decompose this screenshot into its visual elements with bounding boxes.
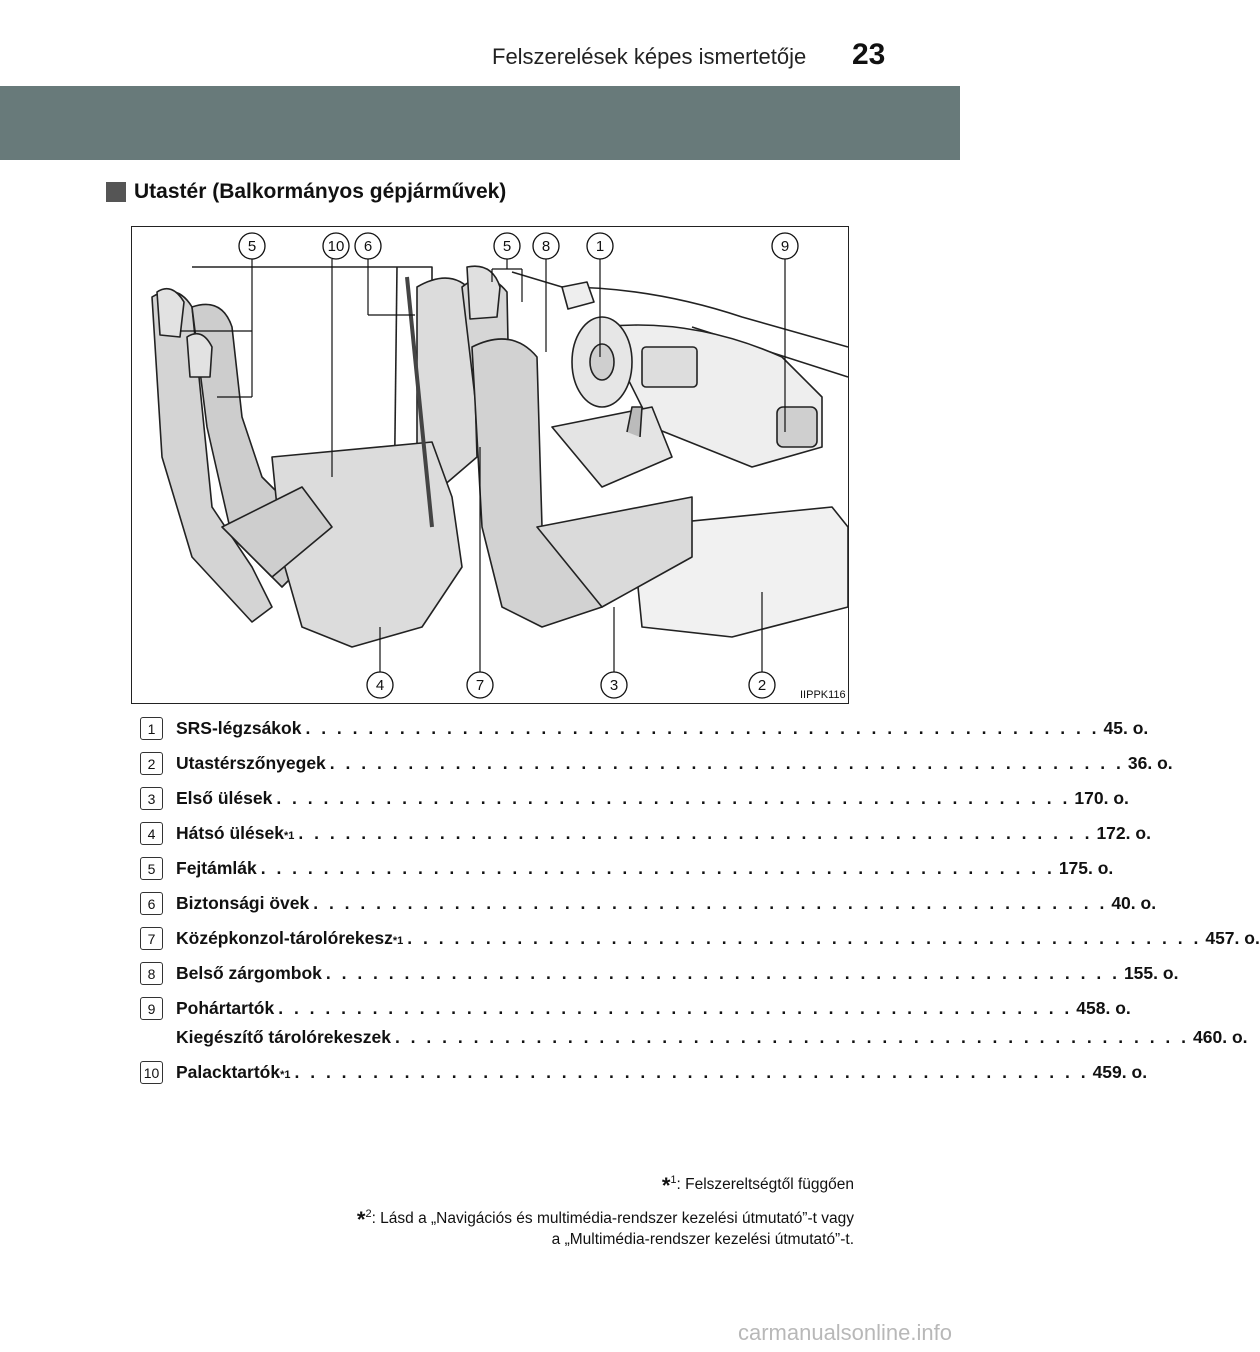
reference-list xyxy=(140,712,1260,1091)
list-item: 9 Pohártartók . . . . . . . . . . . . . . . . . . . . . . . . . . . . . . . . . . . . . . . . . . . . . . . . . . . 458. o. xyxy=(140,992,820,1027)
svg-text:3: 3 xyxy=(609,677,619,694)
callout-top-5b xyxy=(494,233,520,259)
item-page[interactable]: 45. o. xyxy=(1103,718,1149,738)
svg-text:6: 6 xyxy=(363,238,373,255)
item-footnote-mark: *1 xyxy=(392,935,404,947)
item-number: 8 xyxy=(140,962,163,985)
footnote-1: *$^1$: Felszereltségtől függően xyxy=(661,1173,854,1199)
item-label: Pohártartók xyxy=(176,998,275,1018)
svg-text:10: 10 xyxy=(327,238,345,255)
item-page[interactable]: 40. o. xyxy=(1111,893,1157,913)
footnote-2: *$^2$: Lásd a „Navigációs és multimédia-rendszer kezelési útmutató”-t vagy a „Multimédia-rendszer kezelési útmutató”-t. xyxy=(356,1207,854,1249)
item-label: Fejtámlák xyxy=(176,858,257,878)
interior-illustration xyxy=(131,226,849,704)
list-item: 3 Első ülések . . . . . . . . . . . . . . . . . . . . . . . . . . . . . . . . . . . . . . . . . . . . . . . . . . . 170. o. xyxy=(140,782,820,817)
page-number: 23 xyxy=(852,38,886,71)
list-item: 2 Utastérszőnyegek . . . . . . . . . . . . . . . . . . . . . . . . . . . . . . . . . . . . . . . . . . . . . . . . . . . 36. o. xyxy=(140,747,820,782)
item-label: Palacktartók xyxy=(176,1062,281,1082)
callout-bottom-2 xyxy=(749,672,775,698)
item-label: Első ülések xyxy=(176,788,273,808)
item-page[interactable]: 457. o. xyxy=(1205,928,1260,948)
list-item: 8 Belső zárgombok . . . . . . . . . . . . . . . . . . . . . . . . . . . . . . . . . . . . . . . . . . . . . . . . . . . 155. o. xyxy=(140,957,820,992)
page-header-title: Felszerelések képes ismertetője xyxy=(492,44,807,69)
watermark: carmanualsonline.info xyxy=(737,1320,952,1345)
svg-text:8: 8 xyxy=(541,238,551,255)
item-footnote-mark: *1 xyxy=(280,1069,291,1081)
item-label: Belső zárgombok xyxy=(176,963,322,983)
section-heading xyxy=(106,180,506,204)
footnotes xyxy=(357,1170,854,1258)
item-label: Utastérszőnyegek xyxy=(176,753,326,773)
svg-text:1: 1 xyxy=(595,238,605,255)
item-number: 1 xyxy=(140,717,163,740)
svg-text:2: 2 xyxy=(757,677,767,694)
callout-top-10 xyxy=(323,233,349,259)
item-number: 9 xyxy=(140,997,163,1020)
list-item: Kiegészítő tárolórekeszek . . . . . . . . . . . . . . . . . . . . . . . . . . . . . . . . . . . . . . . . . . . . . . . . . . . 460. o. xyxy=(176,1027,1248,1047)
list-item: 1 SRS-légzsákok . . . . . . . . . . . . . . . . . . . . . . . . . . . . . . . . . . . . . . . . . . . . . . . . . . . 45. o. xyxy=(140,712,820,747)
header-band xyxy=(0,86,960,160)
svg-text:5: 5 xyxy=(502,238,512,255)
item-label: SRS-légzsákok xyxy=(176,718,302,738)
item-number: 2 xyxy=(140,752,163,775)
item-page[interactable]: 36. o. xyxy=(1127,753,1173,773)
item-page[interactable]: 458. o. xyxy=(1076,998,1131,1018)
item-number: 10 xyxy=(140,1061,163,1084)
callout-bottom-7 xyxy=(467,672,493,698)
svg-text:9: 9 xyxy=(780,238,790,255)
svg-text:4: 4 xyxy=(375,677,385,694)
item-page[interactable]: 459. o. xyxy=(1092,1062,1148,1082)
callout-top-5a xyxy=(239,233,265,259)
item-label: Kiegészítő tárolórekeszek xyxy=(176,1027,391,1047)
item-page[interactable]: 175. o. xyxy=(1058,858,1114,878)
list-item: 4 Hátsó ülések *1 . . . . . . . . . . . . . . . . . . . . . . . . . . . . . . . . . . . . . . . . . . . . . . . . . . . 172. o. xyxy=(140,817,820,852)
list-item: 7 Középkonzol-tárolórekesz *1 . . . . . . . . . . . . . . . . . . . . . . . . . . . . . . . . . . . . . . . . . . . . . . . . . . . 457. o. xyxy=(140,922,820,957)
item-number: 7 xyxy=(140,927,163,950)
section-bullet-icon xyxy=(106,182,126,202)
item-number: 3 xyxy=(140,787,163,810)
callout-bottom-4 xyxy=(367,672,393,698)
callout-top-8 xyxy=(533,233,559,259)
item-page[interactable]: 172. o. xyxy=(1096,823,1151,843)
callout-bottom-3 xyxy=(601,672,627,698)
item-number: 5 xyxy=(140,857,163,880)
callout-top-1 xyxy=(587,233,613,259)
list-item: 6 Biztonsági övek . . . . . . . . . . . . . . . . . . . . . . . . . . . . . . . . . . . . . . . . . . . . . . . . . . . 40. o. xyxy=(140,887,820,922)
callout-top-6 xyxy=(355,233,381,259)
item-number: 4 xyxy=(140,822,163,845)
item-page[interactable]: 170. o. xyxy=(1074,788,1129,808)
item-label: Középkonzol-tárolórekesz xyxy=(176,928,393,948)
item-footnote-mark: *1 xyxy=(283,830,295,842)
item-label: Hátsó ülések xyxy=(176,823,284,843)
interior-drawing xyxy=(132,227,848,703)
section-title: Utastér (Balkormányos gépjárművek) xyxy=(134,180,507,203)
svg-text:7: 7 xyxy=(475,677,485,694)
item-label: Biztonsági övek xyxy=(176,893,310,913)
figure-code: IIPPK116 xyxy=(800,689,846,701)
list-item: 5 Fejtámlák . . . . . . . . . . . . . . . . . . . . . . . . . . . . . . . . . . . . . . . . . . . . . . . . . . . 175. o. xyxy=(140,852,820,887)
callout-top-9 xyxy=(772,233,798,259)
item-number: 6 xyxy=(140,892,163,915)
list-item: 10 Palacktartók *1 . . . . . . . . . . . . . . . . . . . . . . . . . . . . . . . . . . . . . . . . . . . . . . . . . . . 459. o. xyxy=(140,1056,820,1091)
item-page[interactable]: 460. o. xyxy=(1193,1027,1248,1047)
svg-text:5: 5 xyxy=(247,238,257,255)
item-page[interactable]: 155. o. xyxy=(1123,963,1179,983)
